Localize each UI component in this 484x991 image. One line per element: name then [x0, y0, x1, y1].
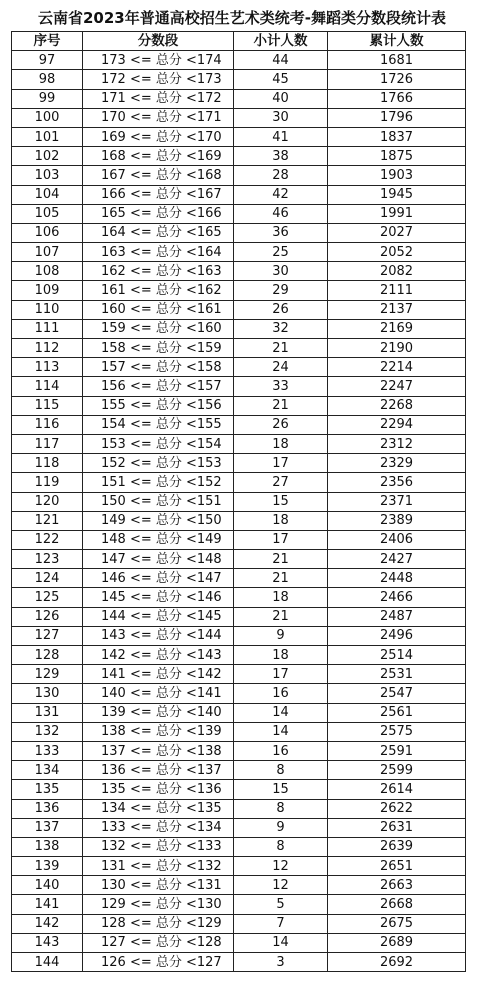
cumulative-cell: 2052 — [328, 243, 466, 262]
table-row — [12, 185, 466, 204]
table-row — [12, 569, 466, 588]
table-row — [12, 914, 466, 933]
row-index-cell: 126 — [12, 607, 83, 626]
table-row — [12, 895, 466, 914]
score-range-cell: 140 <= 总分 <141 — [83, 684, 234, 703]
cumulative-cell: 2190 — [328, 339, 466, 358]
score-range-cell: 159 <= 总分 <160 — [83, 319, 234, 338]
subtotal-cell: 32 — [234, 319, 328, 338]
row-index-cell: 121 — [12, 511, 83, 530]
cumulative-cell: 2294 — [328, 415, 466, 434]
row-index-cell: 106 — [12, 223, 83, 242]
table-row — [12, 319, 466, 338]
cumulative-cell: 1681 — [328, 51, 466, 70]
subtotal-cell: 18 — [234, 646, 328, 665]
table-body — [12, 51, 466, 972]
row-index-cell: 110 — [12, 300, 83, 319]
subtotal-cell: 17 — [234, 530, 328, 549]
cumulative-cell: 2268 — [328, 396, 466, 415]
cumulative-cell: 2675 — [328, 914, 466, 933]
row-index-cell: 97 — [12, 51, 83, 70]
subtotal-cell: 18 — [234, 434, 328, 453]
column-header-index: 序号 — [12, 32, 83, 51]
score-range-cell: 171 <= 总分 <172 — [83, 89, 234, 108]
cumulative-cell: 1945 — [328, 185, 466, 204]
row-index-cell: 138 — [12, 837, 83, 856]
subtotal-cell: 30 — [234, 262, 328, 281]
score-range-cell: 139 <= 总分 <140 — [83, 703, 234, 722]
score-range-cell: 154 <= 总分 <155 — [83, 415, 234, 434]
row-index-cell: 117 — [12, 434, 83, 453]
score-range-cell: 168 <= 总分 <169 — [83, 147, 234, 166]
row-index-cell: 142 — [12, 914, 83, 933]
cumulative-cell: 2591 — [328, 741, 466, 760]
table-row — [12, 530, 466, 549]
score-range-cell: 164 <= 总分 <165 — [83, 223, 234, 242]
score-range-cell: 144 <= 总分 <145 — [83, 607, 234, 626]
score-distribution-table — [11, 31, 466, 972]
score-range-cell: 130 <= 总分 <131 — [83, 876, 234, 895]
score-range-cell: 126 <= 总分 <127 — [83, 953, 234, 972]
row-index-cell: 136 — [12, 799, 83, 818]
table-row — [12, 646, 466, 665]
row-index-cell: 134 — [12, 761, 83, 780]
row-index-cell: 143 — [12, 933, 83, 952]
row-index-cell: 124 — [12, 569, 83, 588]
subtotal-cell: 12 — [234, 857, 328, 876]
subtotal-cell: 3 — [234, 953, 328, 972]
cumulative-cell: 2427 — [328, 550, 466, 569]
cumulative-cell: 2371 — [328, 492, 466, 511]
cumulative-cell: 2389 — [328, 511, 466, 530]
subtotal-cell: 9 — [234, 818, 328, 837]
score-range-cell: 152 <= 总分 <153 — [83, 454, 234, 473]
cumulative-cell: 2668 — [328, 895, 466, 914]
cumulative-cell: 2487 — [328, 607, 466, 626]
score-range-cell: 173 <= 总分 <174 — [83, 51, 234, 70]
table-row — [12, 358, 466, 377]
score-range-cell: 151 <= 总分 <152 — [83, 473, 234, 492]
table-row — [12, 933, 466, 952]
table-row — [12, 626, 466, 645]
row-index-cell: 105 — [12, 204, 83, 223]
score-range-cell: 150 <= 总分 <151 — [83, 492, 234, 511]
table-row — [12, 761, 466, 780]
row-index-cell: 115 — [12, 396, 83, 415]
row-index-cell: 132 — [12, 722, 83, 741]
table-row — [12, 377, 466, 396]
table-row — [12, 243, 466, 262]
cumulative-cell: 2466 — [328, 588, 466, 607]
score-range-cell: 169 <= 总分 <170 — [83, 127, 234, 146]
subtotal-cell: 7 — [234, 914, 328, 933]
subtotal-cell: 15 — [234, 780, 328, 799]
subtotal-cell: 21 — [234, 569, 328, 588]
row-index-cell: 108 — [12, 262, 83, 281]
cumulative-cell: 2651 — [328, 857, 466, 876]
subtotal-cell: 9 — [234, 626, 328, 645]
subtotal-cell: 21 — [234, 339, 328, 358]
table-row — [12, 127, 466, 146]
row-index-cell: 109 — [12, 281, 83, 300]
cumulative-cell: 2639 — [328, 837, 466, 856]
subtotal-cell: 17 — [234, 454, 328, 473]
score-range-cell: 172 <= 总分 <173 — [83, 70, 234, 89]
row-index-cell: 135 — [12, 780, 83, 799]
table-row — [12, 89, 466, 108]
subtotal-cell: 42 — [234, 185, 328, 204]
cumulative-cell: 2561 — [328, 703, 466, 722]
score-range-cell: 158 <= 总分 <159 — [83, 339, 234, 358]
subtotal-cell: 8 — [234, 799, 328, 818]
cumulative-cell: 2406 — [328, 530, 466, 549]
subtotal-cell: 36 — [234, 223, 328, 242]
subtotal-cell: 25 — [234, 243, 328, 262]
table-row — [12, 741, 466, 760]
subtotal-cell: 29 — [234, 281, 328, 300]
subtotal-cell: 45 — [234, 70, 328, 89]
cumulative-cell: 1991 — [328, 204, 466, 223]
score-range-cell: 128 <= 总分 <129 — [83, 914, 234, 933]
cumulative-cell: 2575 — [328, 722, 466, 741]
table-row — [12, 876, 466, 895]
row-index-cell: 112 — [12, 339, 83, 358]
score-range-cell: 155 <= 总分 <156 — [83, 396, 234, 415]
subtotal-cell: 14 — [234, 933, 328, 952]
score-range-cell: 153 <= 总分 <154 — [83, 434, 234, 453]
score-range-cell: 170 <= 总分 <171 — [83, 108, 234, 127]
row-index-cell: 116 — [12, 415, 83, 434]
cumulative-cell: 2329 — [328, 454, 466, 473]
table-row — [12, 684, 466, 703]
subtotal-cell: 38 — [234, 147, 328, 166]
row-index-cell: 129 — [12, 665, 83, 684]
score-range-cell: 133 <= 总分 <134 — [83, 818, 234, 837]
table-row — [12, 550, 466, 569]
subtotal-cell: 8 — [234, 837, 328, 856]
row-index-cell: 107 — [12, 243, 83, 262]
table-row — [12, 780, 466, 799]
table-row — [12, 396, 466, 415]
score-range-cell: 163 <= 总分 <164 — [83, 243, 234, 262]
score-range-cell: 147 <= 总分 <148 — [83, 550, 234, 569]
subtotal-cell: 44 — [234, 51, 328, 70]
score-range-cell: 141 <= 总分 <142 — [83, 665, 234, 684]
row-index-cell: 113 — [12, 358, 83, 377]
row-index-cell: 133 — [12, 741, 83, 760]
cumulative-cell: 2356 — [328, 473, 466, 492]
table-row — [12, 953, 466, 972]
column-header-cumulative: 累计人数 — [328, 32, 466, 51]
subtotal-cell: 8 — [234, 761, 328, 780]
row-index-cell: 102 — [12, 147, 83, 166]
row-index-cell: 111 — [12, 319, 83, 338]
column-header-subtotal: 小计人数 — [234, 32, 328, 51]
score-range-cell: 138 <= 总分 <139 — [83, 722, 234, 741]
table-row — [12, 339, 466, 358]
table-row — [12, 588, 466, 607]
cumulative-cell: 2214 — [328, 358, 466, 377]
subtotal-cell: 12 — [234, 876, 328, 895]
table-row — [12, 665, 466, 684]
cumulative-cell: 2614 — [328, 780, 466, 799]
subtotal-cell: 14 — [234, 722, 328, 741]
score-range-cell: 148 <= 总分 <149 — [83, 530, 234, 549]
column-header-score-range: 分数段 — [83, 32, 234, 51]
table-row — [12, 703, 466, 722]
subtotal-cell: 15 — [234, 492, 328, 511]
table-row — [12, 799, 466, 818]
table-row — [12, 857, 466, 876]
subtotal-cell: 46 — [234, 204, 328, 223]
cumulative-cell: 2631 — [328, 818, 466, 837]
table-row — [12, 108, 466, 127]
table-row — [12, 473, 466, 492]
row-index-cell: 119 — [12, 473, 83, 492]
table-row — [12, 147, 466, 166]
cumulative-cell: 2514 — [328, 646, 466, 665]
score-range-cell: 127 <= 总分 <128 — [83, 933, 234, 952]
cumulative-cell: 2496 — [328, 626, 466, 645]
score-range-cell: 137 <= 总分 <138 — [83, 741, 234, 760]
table-row — [12, 223, 466, 242]
cumulative-cell: 2692 — [328, 953, 466, 972]
table-row — [12, 722, 466, 741]
subtotal-cell: 40 — [234, 89, 328, 108]
score-range-cell: 162 <= 总分 <163 — [83, 262, 234, 281]
subtotal-cell: 21 — [234, 396, 328, 415]
score-range-cell: 142 <= 总分 <143 — [83, 646, 234, 665]
row-index-cell: 131 — [12, 703, 83, 722]
table-row — [12, 492, 466, 511]
subtotal-cell: 30 — [234, 108, 328, 127]
row-index-cell: 114 — [12, 377, 83, 396]
table-row — [12, 415, 466, 434]
cumulative-cell: 2689 — [328, 933, 466, 952]
subtotal-cell: 24 — [234, 358, 328, 377]
cumulative-cell: 2137 — [328, 300, 466, 319]
subtotal-cell: 14 — [234, 703, 328, 722]
cumulative-cell: 2547 — [328, 684, 466, 703]
row-index-cell: 130 — [12, 684, 83, 703]
row-index-cell: 100 — [12, 108, 83, 127]
table-row — [12, 454, 466, 473]
score-range-cell: 129 <= 总分 <130 — [83, 895, 234, 914]
score-range-cell: 131 <= 总分 <132 — [83, 857, 234, 876]
score-range-cell: 136 <= 总分 <137 — [83, 761, 234, 780]
cumulative-cell: 1796 — [328, 108, 466, 127]
score-range-cell: 165 <= 总分 <166 — [83, 204, 234, 223]
score-range-cell: 134 <= 总分 <135 — [83, 799, 234, 818]
table-row — [12, 300, 466, 319]
score-range-cell: 143 <= 总分 <144 — [83, 626, 234, 645]
cumulative-cell: 1837 — [328, 127, 466, 146]
cumulative-cell: 1766 — [328, 89, 466, 108]
score-range-cell: 146 <= 总分 <147 — [83, 569, 234, 588]
row-index-cell: 123 — [12, 550, 83, 569]
row-index-cell: 127 — [12, 626, 83, 645]
table-row — [12, 262, 466, 281]
cumulative-cell: 2111 — [328, 281, 466, 300]
subtotal-cell: 17 — [234, 665, 328, 684]
subtotal-cell: 26 — [234, 415, 328, 434]
row-index-cell: 101 — [12, 127, 83, 146]
score-range-cell: 167 <= 总分 <168 — [83, 166, 234, 185]
subtotal-cell: 16 — [234, 741, 328, 760]
cumulative-cell: 2599 — [328, 761, 466, 780]
cumulative-cell: 2531 — [328, 665, 466, 684]
cumulative-cell: 2247 — [328, 377, 466, 396]
row-index-cell: 137 — [12, 818, 83, 837]
cumulative-cell: 2027 — [328, 223, 466, 242]
subtotal-cell: 18 — [234, 588, 328, 607]
table-row — [12, 70, 466, 89]
score-range-cell: 160 <= 总分 <161 — [83, 300, 234, 319]
table-row — [12, 434, 466, 453]
score-range-cell: 156 <= 总分 <157 — [83, 377, 234, 396]
cumulative-cell: 2622 — [328, 799, 466, 818]
row-index-cell: 122 — [12, 530, 83, 549]
row-index-cell: 139 — [12, 857, 83, 876]
subtotal-cell: 16 — [234, 684, 328, 703]
subtotal-cell: 33 — [234, 377, 328, 396]
score-range-cell: 149 <= 总分 <150 — [83, 511, 234, 530]
cumulative-cell: 2169 — [328, 319, 466, 338]
cumulative-cell: 1903 — [328, 166, 466, 185]
table-row — [12, 166, 466, 185]
subtotal-cell: 18 — [234, 511, 328, 530]
row-index-cell: 103 — [12, 166, 83, 185]
row-index-cell: 144 — [12, 953, 83, 972]
subtotal-cell: 5 — [234, 895, 328, 914]
table-header-row — [12, 32, 466, 51]
cumulative-cell: 2082 — [328, 262, 466, 281]
cumulative-cell: 2663 — [328, 876, 466, 895]
table-row — [12, 51, 466, 70]
score-range-cell: 145 <= 总分 <146 — [83, 588, 234, 607]
score-range-cell: 166 <= 总分 <167 — [83, 185, 234, 204]
row-index-cell: 140 — [12, 876, 83, 895]
row-index-cell: 104 — [12, 185, 83, 204]
row-index-cell: 141 — [12, 895, 83, 914]
row-index-cell: 128 — [12, 646, 83, 665]
subtotal-cell: 41 — [234, 127, 328, 146]
score-range-cell: 157 <= 总分 <158 — [83, 358, 234, 377]
score-range-cell: 135 <= 总分 <136 — [83, 780, 234, 799]
table-row — [12, 818, 466, 837]
subtotal-cell: 28 — [234, 166, 328, 185]
row-index-cell: 120 — [12, 492, 83, 511]
table-row — [12, 511, 466, 530]
table-row — [12, 204, 466, 223]
score-range-cell: 161 <= 总分 <162 — [83, 281, 234, 300]
cumulative-cell: 2312 — [328, 434, 466, 453]
row-index-cell: 98 — [12, 70, 83, 89]
table-row — [12, 607, 466, 626]
cumulative-cell: 1875 — [328, 147, 466, 166]
subtotal-cell: 26 — [234, 300, 328, 319]
cumulative-cell: 2448 — [328, 569, 466, 588]
row-index-cell: 118 — [12, 454, 83, 473]
cumulative-cell: 1726 — [328, 70, 466, 89]
score-range-cell: 132 <= 总分 <133 — [83, 837, 234, 856]
page-title: 云南省2023年普通高校招生艺术类统考-舞蹈类分数段统计表 — [38, 9, 446, 27]
subtotal-cell: 21 — [234, 550, 328, 569]
subtotal-cell: 21 — [234, 607, 328, 626]
row-index-cell: 99 — [12, 89, 83, 108]
table-row — [12, 837, 466, 856]
subtotal-cell: 27 — [234, 473, 328, 492]
table-row — [12, 281, 466, 300]
row-index-cell: 125 — [12, 588, 83, 607]
